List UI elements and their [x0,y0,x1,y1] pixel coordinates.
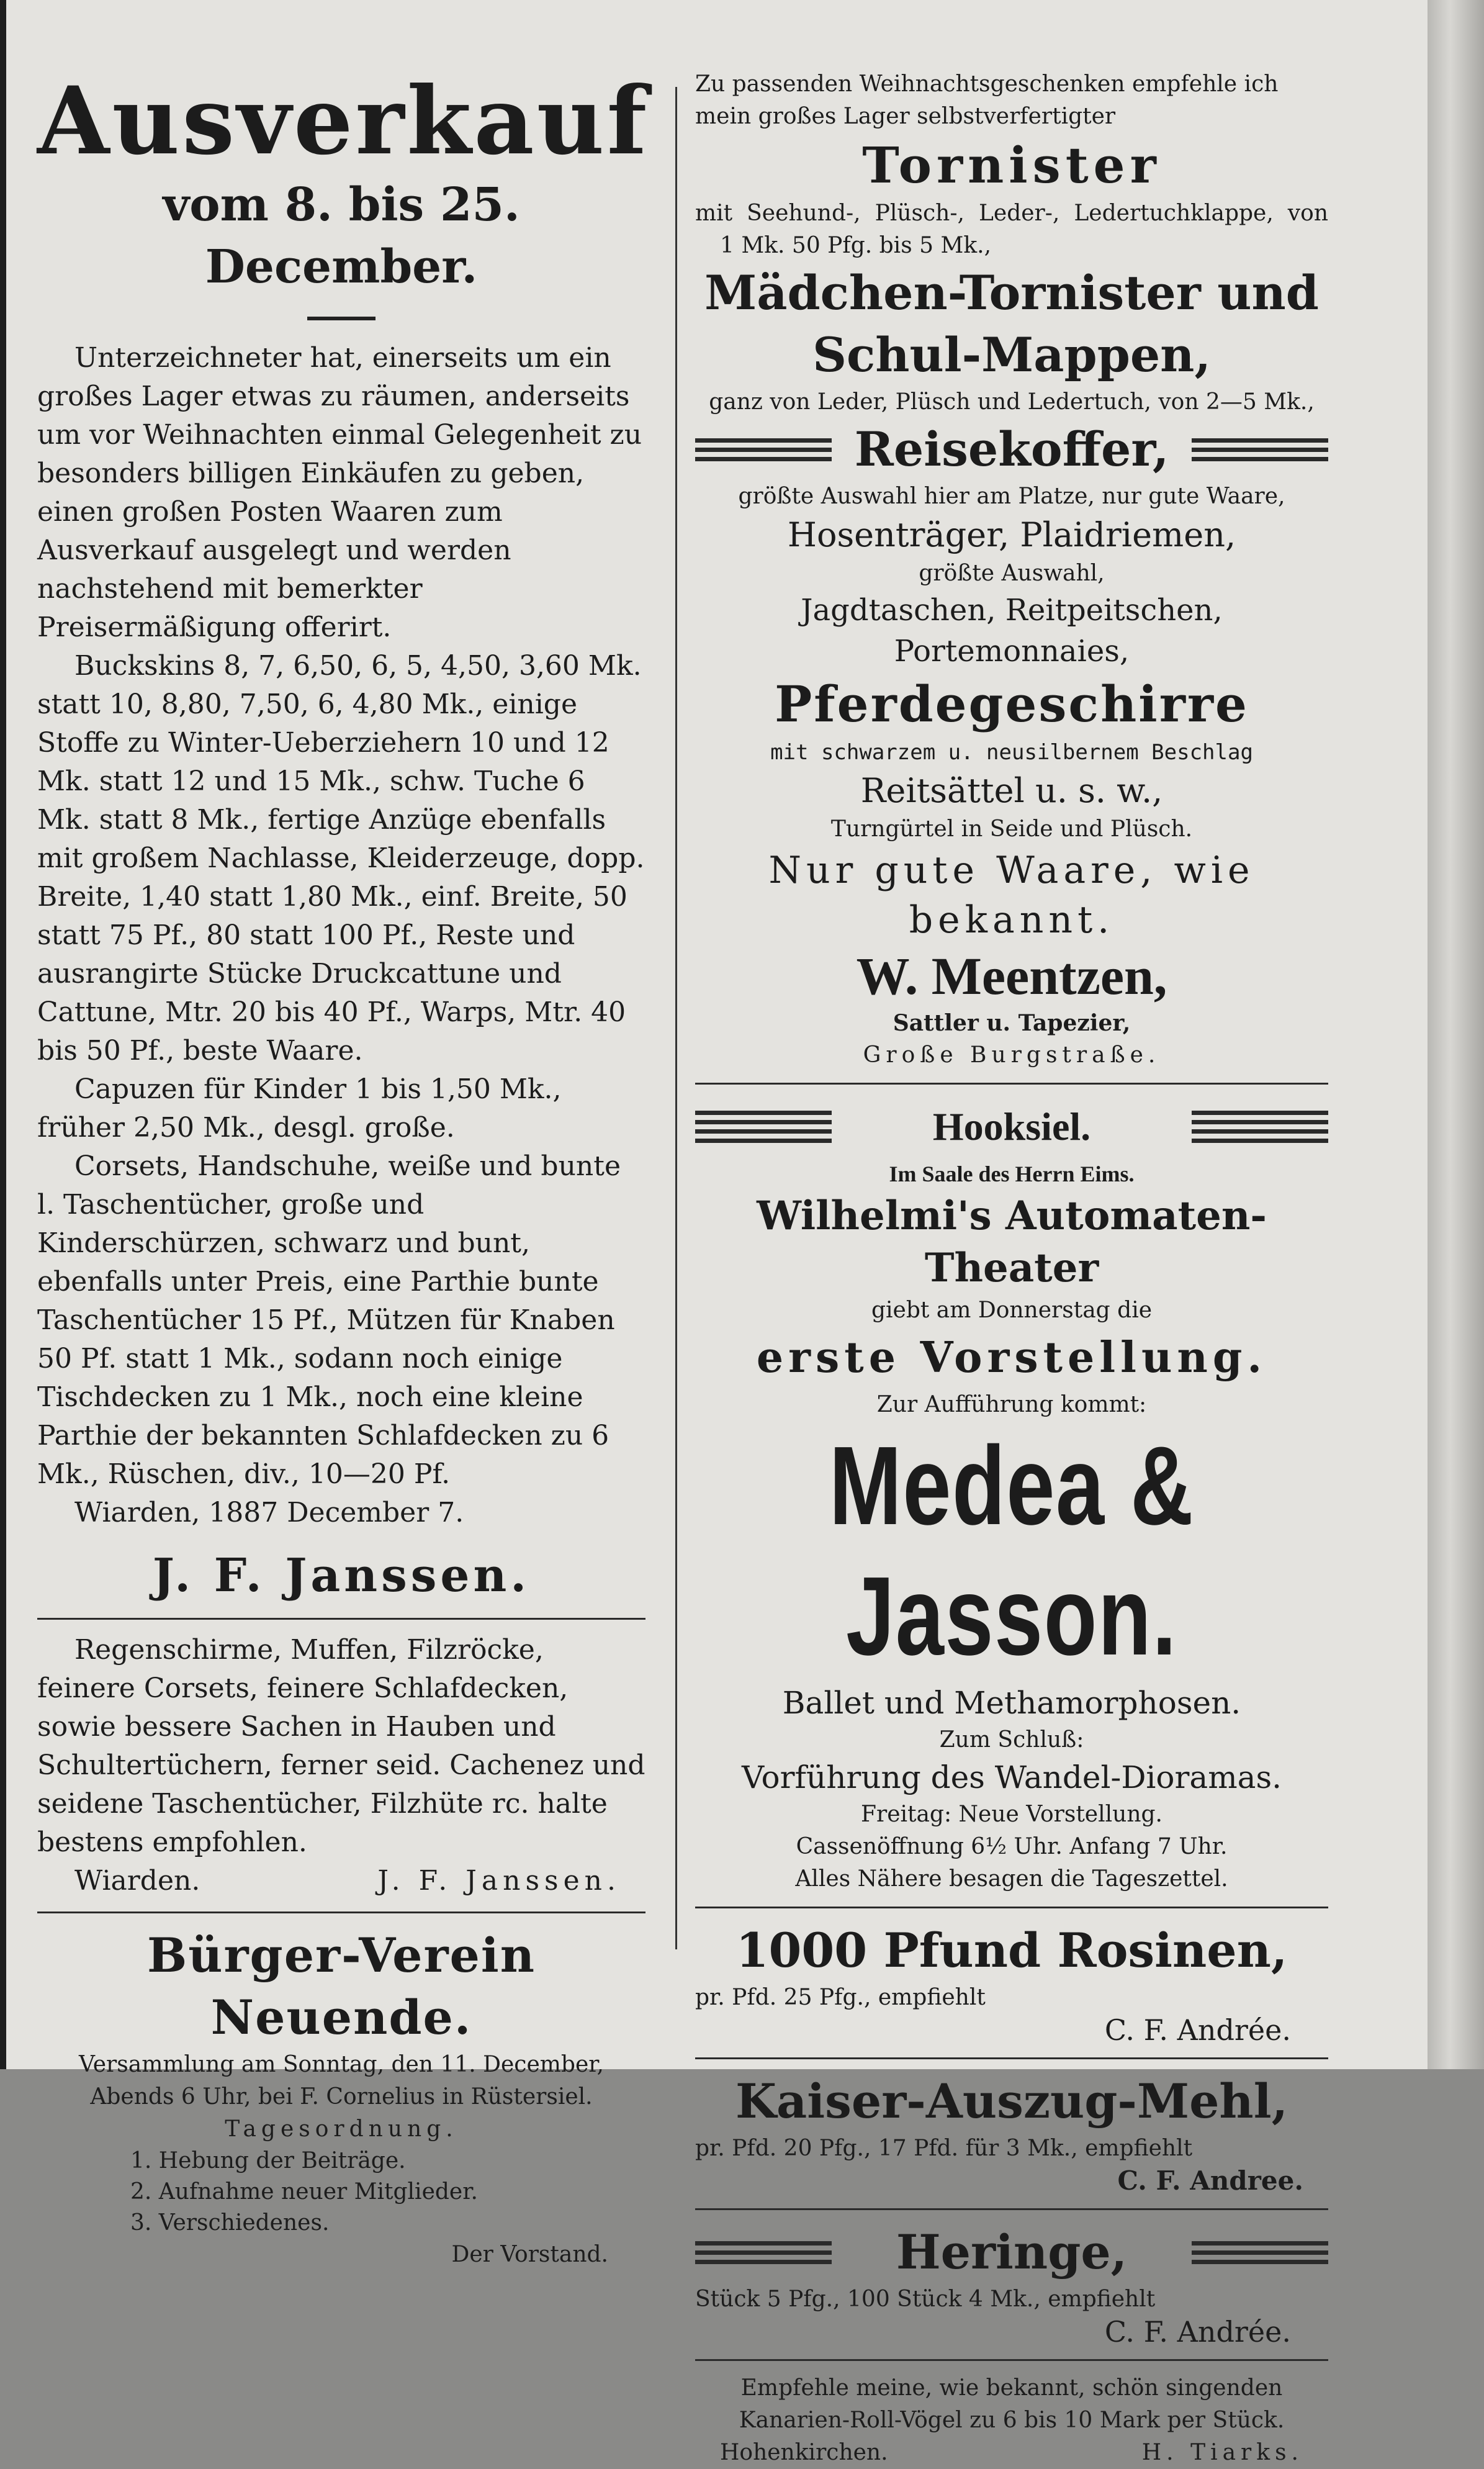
ad-mehl [695,2070,1328,2197]
divider [695,2208,1328,2210]
meentzen-auswahl: größte Auswahl, [919,561,1105,586]
verein-title: Bürger-Verein Neuende. [147,1928,536,2045]
meentzen-name: W. Meentzen, [856,946,1167,1006]
theater-kasse: Cassenöffnung 6½ Uhr. Anfang 7 Uhr. [796,1834,1228,1859]
ausverkauf-paragraph: Unterzeichneter hat, einerseits um ein großes Lager etwas zu räumen, anderseits um vor Weihnachten einmal Gelegenheit zu besonders billigen Einkäufen zu geben, einen großen Posten Waaren zum Ausverkauf ausgelegt und werden nachstehend mit bemerkter Preisermäßigung offerirt. [37,342,642,643]
janssen-place: Wiarden. [74,1865,200,1897]
heringe-title: Heringe, [896,2224,1128,2280]
meentzen-jagd: Jagdtaschen, Reitpeitschen, Portemonnaies, [801,593,1223,669]
left-column [37,66,650,2271]
theater-ballet: Ballet und Methamorphosen. [782,1685,1241,1721]
meentzen-reisekoffer: Reisekoffer, [854,422,1169,477]
theater-gives: giebt am Donnerstag die [871,1298,1153,1323]
decorative-rule [695,433,832,466]
ad-meentzen [695,68,1328,1072]
ausverkauf-paragraph: Corsets, Handschuhe, weiße und bunte l. Taschentücher, große und Kinderschürzen, schwarz und bunt, ebenfalls unter Preis, eine Parthie bunte Taschentücher 15 Pf., Mützen für Knaben 50 Pf. statt 1 Mk., sodann noch einige Tischdecken zu 1 Mk., noch eine kleine Parthie der bekannten Schlafdecken zu 6 Mk., Rüschen, div., 10—20 Pf. [37,1150,621,1490]
verein-agenda-item: 3. Verschiedenes. [130,2210,330,2236]
theater-schluss: Zum Schluß: [939,1727,1084,1753]
theater-auffuehrung: Zur Aufführung kommt: [876,1392,1147,1417]
book-edge [1428,0,1484,2069]
verein-agenda-item: 1. Hebung der Beiträge. [130,2148,406,2173]
decorative-rule [695,1106,832,1148]
meentzen-trade: Sattler u. Tapezier, [893,1010,1131,1036]
kanarien-line: Empfehle meine, wie bekannt, schön singenden [740,2375,1283,2401]
meentzen-maedchen: Mädchen-Tornister und [704,265,1319,320]
meentzen-tornister: Tornister [862,136,1161,194]
theater-zettel: Alles Nähere besagen die Tageszettel. [795,1866,1228,1892]
meentzen-hosen: Hosenträger, Plaidriemen, [787,515,1236,554]
divider [695,2057,1328,2059]
meentzen-tornister-desc: 1 Mk. 50 Pfg. bis 5 Mk., [720,233,992,258]
decorative-rule [695,2236,832,2269]
page-left-edge [0,0,6,2069]
meentzen-mappen: Schul-Mappen, [812,327,1211,382]
meentzen-intro: Zu passenden Weihnachtsgeschenken empfehle ich mein großes Lager selbstverfertigter [695,71,1279,129]
ad-buerger-verein [37,1925,645,2271]
meentzen-reitsaettel: Reitsättel u. s. w., [860,771,1163,810]
meentzen-beschlag: mit schwarzem u. neusilbernem Beschlag [770,740,1253,765]
ad-kanarien [695,2372,1328,2469]
theater-place: Hooksiel. [932,1104,1091,1149]
decorative-rule [1192,433,1328,466]
meentzen-koffer-desc: größte Auswahl hier am Platze, nur gute Waare, [738,484,1285,509]
meentzen-gute-waare: Nur gute Waare, wie bekannt. [768,849,1255,942]
kanarien-signature: H. Tiarks. [1141,2440,1303,2465]
ausverkauf-title: Ausverkauf [37,66,650,176]
divider [695,2359,1328,2361]
decorative-rule [1192,1106,1328,1148]
theater-erste: erste Vorstellung. [756,1333,1267,1383]
ausverkauf-paragraph: Capuzen für Kinder 1 bis 1,50 Mk., früher 2,50 Mk., desgl. große. [37,1073,562,1144]
divider [695,1083,1328,1085]
divider [37,1618,645,1620]
verein-line: Abends 6 Uhr, bei F. Cornelius in Rüstersiel. [90,2084,593,2110]
verein-line: Versammlung am Sonntag, den 11. December, [79,2052,604,2077]
mehl-signature: C. F. Andree. [1117,2165,1303,2196]
rosinen-title: 1000 Pfund Rosinen, [735,1923,1288,1978]
ausverkauf-signature: J. F. Janssen. [152,1549,531,1602]
mehl-title: Kaiser-Auszug-Mehl, [735,2074,1288,2129]
theater-freitag: Freitag: Neue Vorstellung. [861,1802,1162,1827]
ausverkauf-dates: vom 8. bis 25. December. [163,178,520,294]
short-divider [307,317,375,320]
kanarien-line: Kanarien-Roll-Vögel zu 6 bis 10 Mark per Stück. [739,2408,1285,2433]
meentzen-tornister-desc: mit Seehund-, Plüsch-, Leder-, Ledertuchklappe, von [695,201,1328,226]
ad-janssen-goods [37,1631,645,1900]
kanarien-place: Hohenkirchen. [720,2440,888,2465]
meentzen-turnguertel: Turngürtel in Seide und Plüsch. [830,816,1193,842]
column-divider [675,87,677,1949]
theater-diorama: Vorführung des Wandel-Dioramas. [742,1759,1282,1795]
mehl-text: pr. Pfd. 20 Pfg., 17 Pfd. für 3 Mk., empfiehlt [695,2136,1193,2161]
theater-name: Wilhelmi's Automaten-Theater [757,1193,1267,1291]
theater-venue: Im Saale des Herrn Eims. [889,1162,1135,1186]
divider [37,1912,645,1913]
ad-heringe [695,2221,1328,2348]
right-column [695,68,1328,2469]
meentzen-street: Große Burgstraße. [863,1042,1161,1068]
rosinen-text: pr. Pfd. 25 Pfg., empfiehlt [695,1985,986,2010]
heringe-signature: C. F. Andrée. [1104,2315,1291,2349]
divider [695,1907,1328,1908]
verein-agenda-item: 2. Aufnahme neuer Mitglieder. [130,2179,478,2205]
janssen-text: Regenschirme, Muffen, Filzröcke, feinere Corsets, feinere Schlafdecken, sowie bessere Sachen in Hauben und Schultertüchern, ferner seid. Cachenez und seidene Taschentücher, Filzhüte rc. halte bestens empfohlen. [37,1634,645,1858]
decorative-rule [1192,2236,1328,2269]
ausverkauf-place-date: Wiarden, 1887 December 7. [74,1497,464,1528]
ad-ausverkauf [37,66,650,1607]
verein-signature: Der Vorstand. [451,2242,608,2267]
ausverkauf-paragraph: Buckskins 8, 7, 6,50, 6, 5, 4,50, 3,60 Mk. statt 10, 8,80, 7,50, 6, 4,80 Mk., einige Stoffe zu Winter-Ueberziehern 10 und 12 Mk. statt 12 und 15 Mk., schw. Tuche 6 Mk. statt 8 Mk., fertige Anzüge ebenfalls mit großem Nachlasse, Kleiderzeuge, dopp. Breite, 1,40 statt 1,80 Mk., einf. Breite, 50 statt 75 Pf., 80 statt 100 Pf., Reste und ausrangirte Stücke Druckcattune und Cattune, Mtr. 20 bis 40 Pf., Warps, Mtr. 40 bis 50 Pf., beste Waare. [37,650,645,1067]
theater-medea: Medea & Jasson. [829,1424,1195,1679]
verein-agenda-title: Tagesordnung. [225,2116,458,2142]
heringe-text: Stück 5 Pfg., 100 Stück 4 Mk., empfiehlt [695,2286,1156,2312]
ad-hooksiel-theater [695,1096,1328,1895]
meentzen-pferde: Pferdegeschirre [775,675,1249,733]
rosinen-signature: C. F. Andrée. [1104,2013,1291,2047]
ad-rosinen [695,1920,1328,2046]
meentzen-mappen-desc: ganz von Leder, Plüsch und Ledertuch, von 2—5 Mk., [709,389,1315,415]
janssen-signature: J. F. Janssen. [377,1865,621,1897]
